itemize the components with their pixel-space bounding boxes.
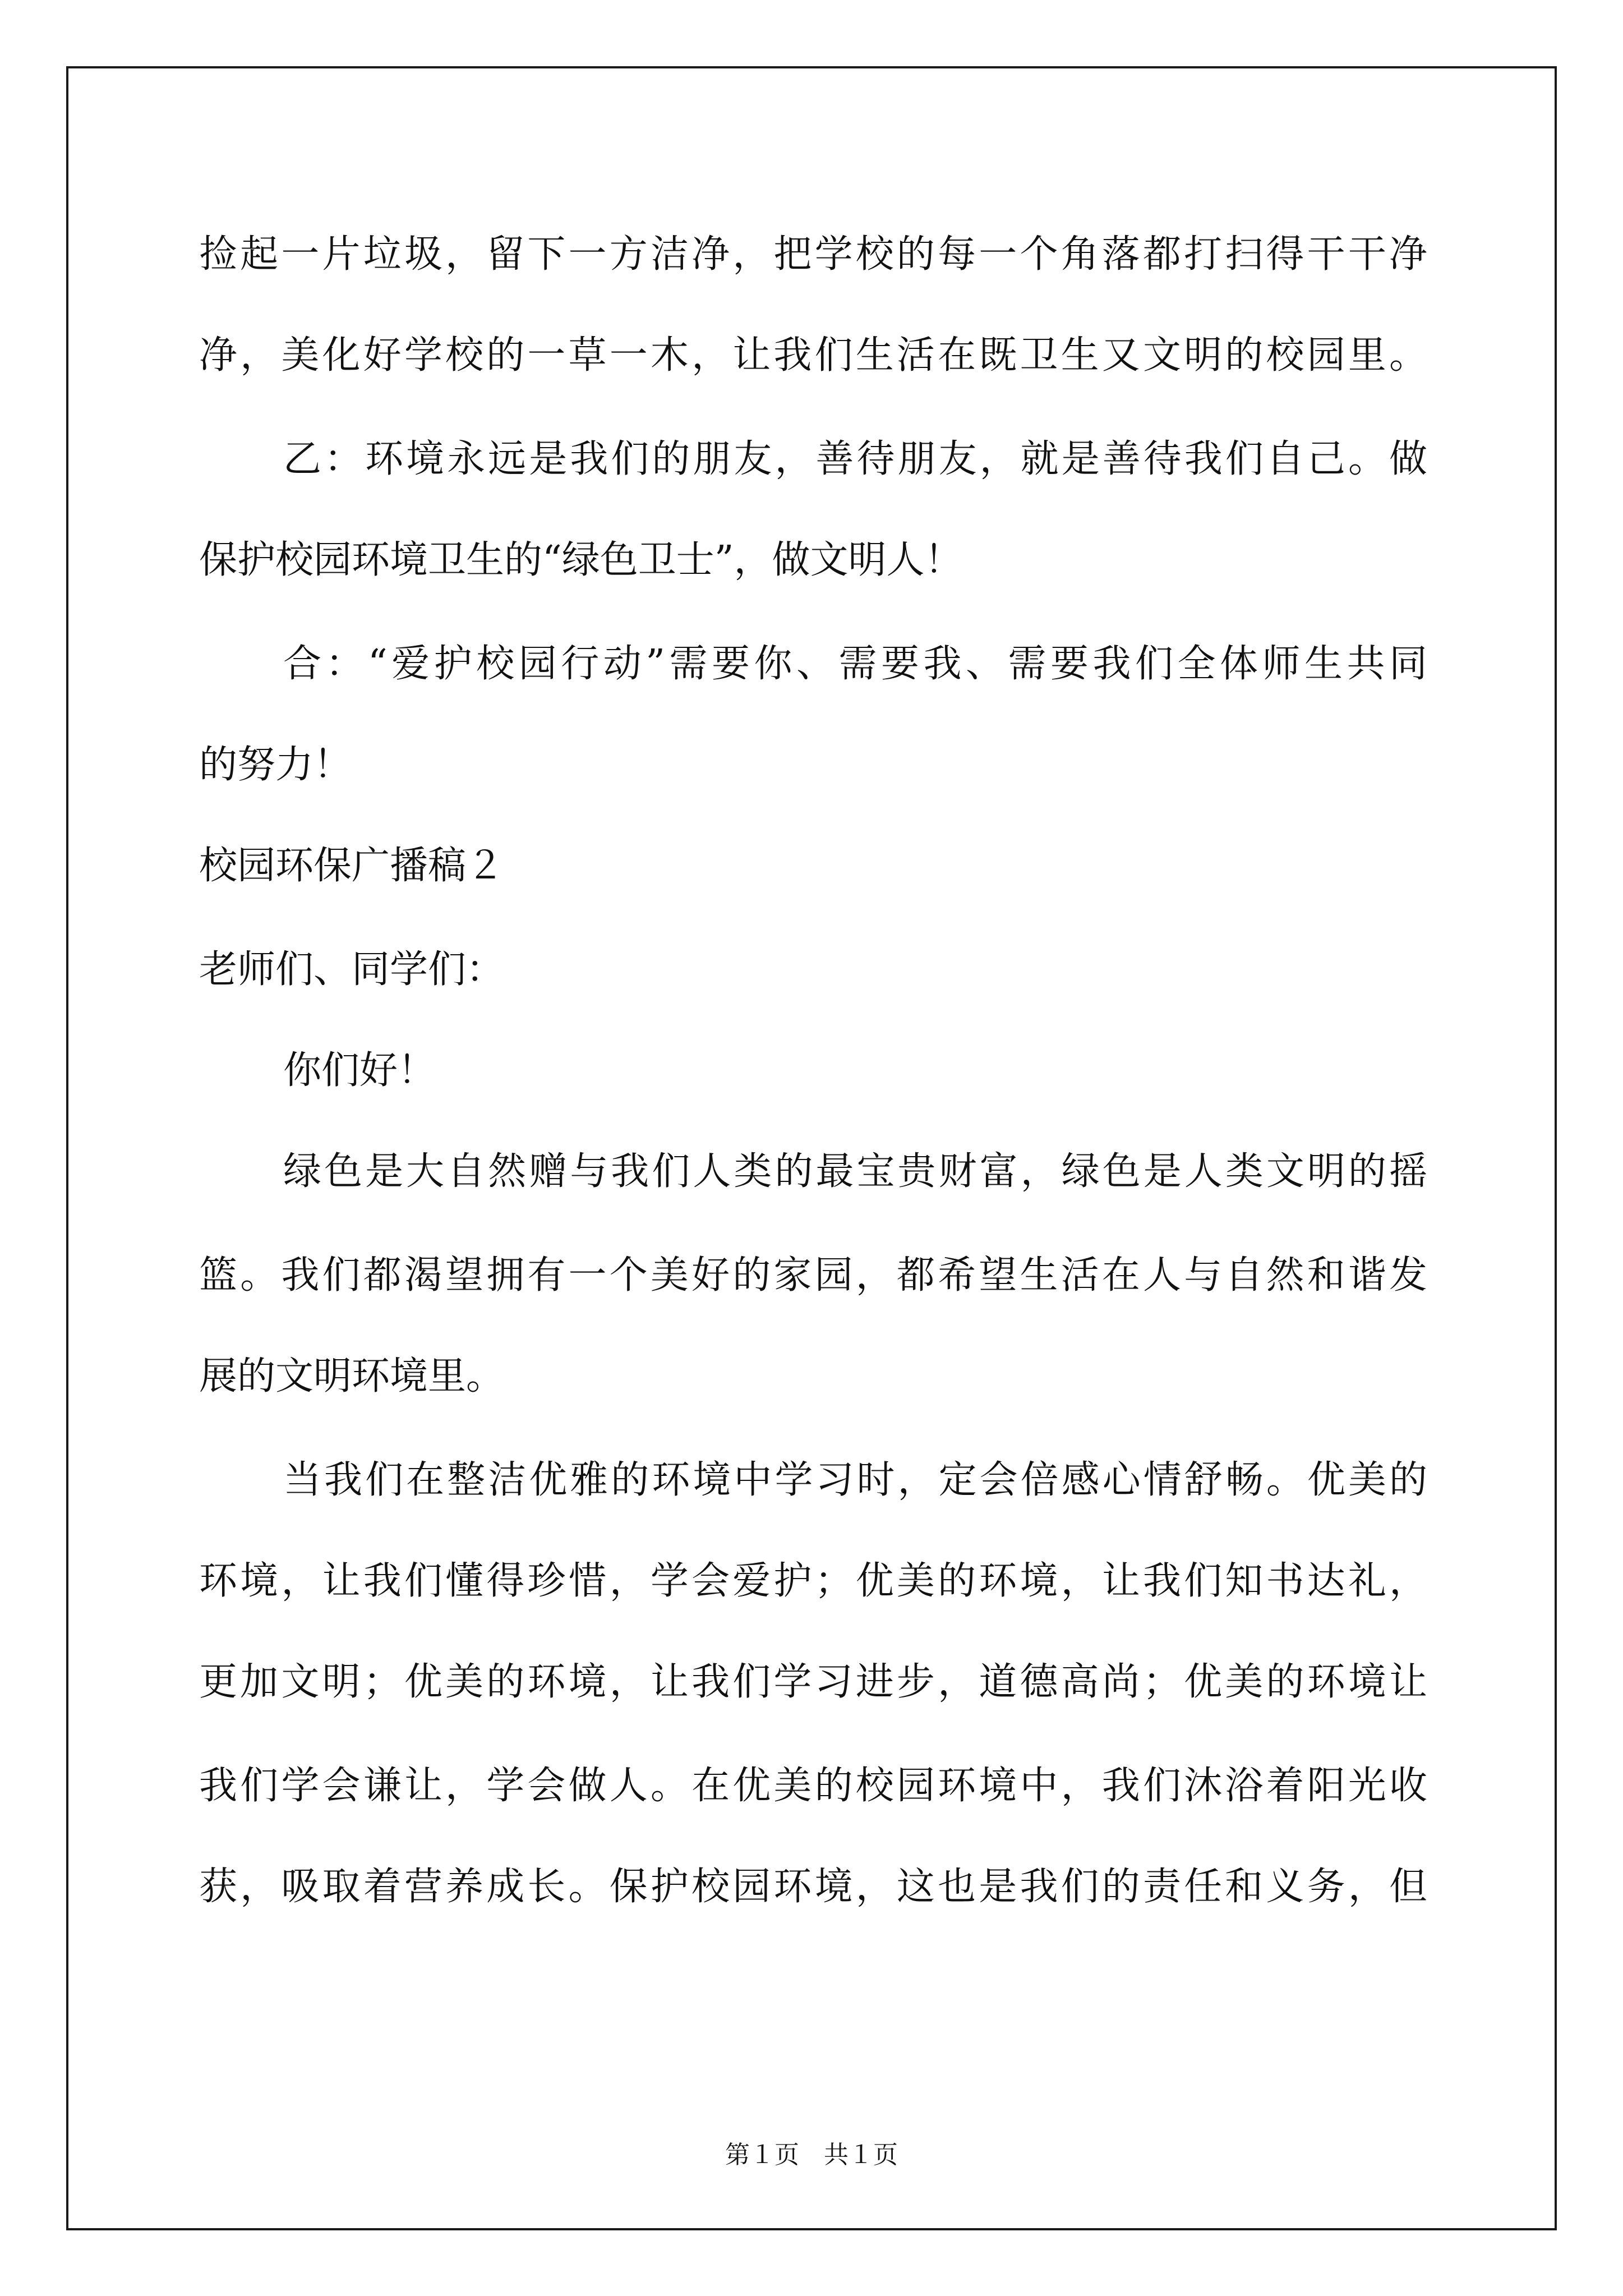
text-line: 环境，让我们懂得珍惜，学会爱护；优美的环境，让我们知书达礼， xyxy=(199,1559,1427,1603)
text-line: 乙：环境永远是我们的朋友，善待朋友，就是善待我们自己。做 xyxy=(283,437,1427,481)
text-line: 我们学会谦让，学会做人。在优美的校园环境中，我们沐浴着阳光收 xyxy=(199,1764,1427,1808)
text-line: 展的文明环境里。 xyxy=(199,1354,505,1398)
text-line: 净，美化好学校的一草一木，让我们生活在既卫生又文明的校园里。 xyxy=(199,333,1427,378)
text-line: 捡起一片垃圾，留下一方洁净，把学校的每一个角落都打扫得干干净 xyxy=(199,232,1427,277)
text-line: 更加文明；优美的环境，让我们学习进步，道德高尚；优美的环境让 xyxy=(199,1660,1427,1704)
page-footer: 第１页 共１页 xyxy=(725,2141,898,2169)
text-line: 篮。我们都渴望拥有一个美好的家园，都希望生活在人与自然和谐发 xyxy=(199,1253,1427,1297)
text-line: 的努力！ xyxy=(199,743,352,787)
text-line: 获，吸取着营养成长。保护校园环境，这也是我们的责任和义务，但 xyxy=(199,1865,1427,1909)
text-line: 当我们在整洁优雅的环境中学习时，定会倍感心情舒畅。优美的 xyxy=(283,1458,1427,1502)
text-line: 绿色是大自然赠与我们人类的最宝贵财富，绿色是人类文明的摇 xyxy=(283,1149,1427,1194)
greeting: 你们好！ xyxy=(283,1048,436,1093)
text-line: 保护校园环境卫生的“绿色卫士”，做文明人！ xyxy=(199,538,963,582)
salutation: 老师们、同学们： xyxy=(199,947,505,992)
section-heading: 校园环保广播稿２ xyxy=(199,844,505,888)
text-line: 合：“爱护校园行动”需要你、需要我、需要我们全体师生共同 xyxy=(283,642,1427,686)
